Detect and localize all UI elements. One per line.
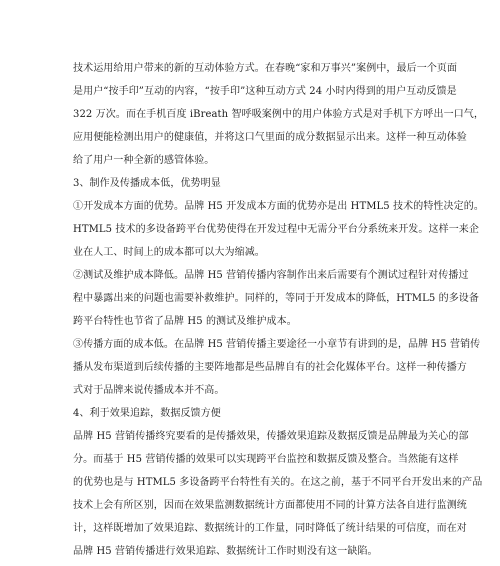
paragraph-line: 技术上会有所区别，因而在效果监测数据统计方面都使用不同的计算方法各自进行监测统 — [73, 500, 467, 511]
paragraph-line: ②测试及维护成本降低。品牌 H5 营销传播内容制作出来后需要有个测试过程针对传播过 — [73, 270, 469, 281]
paragraph-line: 跨平台特性也节省了品牌 H5 的测试及维护成本。 — [73, 316, 297, 327]
subheading: 3、制作及传播成本低，优势明显 — [73, 178, 221, 189]
paragraph-line: 式对于品牌来说传播成本并不高。 — [73, 385, 225, 396]
paragraph-line: ①开发成本方面的优势。品牌 H5 开发成本方面的优势亦是出 HTML5 技术的特性决定的。 — [73, 201, 484, 212]
paragraph-line: 播从发布渠道到后续传播的主要阵地都是些品牌自有的社会化媒体平台。这样一种传播方 — [73, 362, 467, 373]
paragraph-line: 技术运用给用户带来的新的互动体验方式。在春晚“家和万事兴”案例中，最后一个页面 — [73, 63, 458, 74]
paragraph-line: HTML5 技术的多设备跨平台优势使得在开发过程中无需分平台分系统来开发。这样一来企 — [73, 224, 480, 235]
paragraph-line: 计，这样既增加了效果追踪、数据统计的工作量，同时降低了统计结果的可信度，而在对 — [73, 523, 467, 534]
paragraph-line: 品牌 H5 营销传播进行效果追踪、数据统计工作时则没有这一缺陷。 — [73, 546, 378, 557]
paragraph-line: 程中暴露出来的问题也需要补救维护。同样的，等同于开发成本的降低，HTML5 的多设备 — [73, 293, 480, 304]
paragraph-line: ③传播方面的成本低。在品牌 H5 营销传播主要途径一小章节有讲到的是，品牌 H5 营销传 — [73, 339, 481, 350]
paragraph-line: 应用便能检测出用户的健康值，并将这口气里面的成分数据显示出来。这样一种互动体验 — [73, 132, 467, 143]
paragraph-line: 是用户“按手印”互动的内容，“按手印”这种互动方式 24 小时内得到的用户互动反馈是 — [73, 86, 457, 97]
paragraph-line: 业在人工、时间上的成本都可以大为缩减。 — [73, 247, 265, 258]
paragraph-line: 的优势也是与 HTML5 多设备跨平台特性有关的。在这之前，基于不同平台开发出来的产品 — [73, 477, 483, 488]
paragraph-line: 给了用户一种全新的感管体验。 — [73, 155, 215, 166]
paragraph-line: 分。而基于 H5 营销传播的效果可以实现跨平台监控和数据反馈及整合。当然能有这样 — [73, 454, 459, 465]
paragraph-line: 322 万次。而在手机百度 iBreath 智呼吸案例中的用户体验方式是对手机下方呼出一口气， — [73, 109, 484, 120]
subheading: 4、利于效果追踪，数据反馈方便 — [73, 408, 221, 419]
paragraph-line: 品牌 H5 营销传播终究要看的是传播效果，传播效果追踪及数据反馈是品牌最为关心的部 — [73, 431, 469, 442]
